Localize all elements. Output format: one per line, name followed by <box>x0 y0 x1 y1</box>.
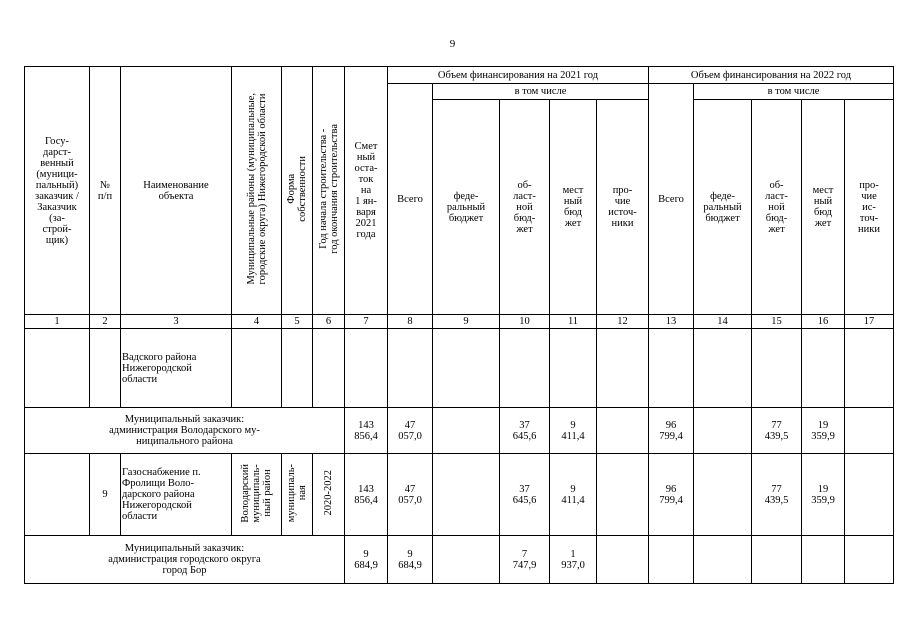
total-2021-bor: 9 684,9 <box>388 536 433 584</box>
object-name: Газоснабжение п. Фролищи Воло- дарского района Нижегородской области <box>121 454 232 536</box>
header-name: Наименование объекта <box>121 67 232 315</box>
customer-bor: Муниципальный заказчик: администрация городского округа город Бор <box>25 536 345 584</box>
object-local-2021: 9 411,4 <box>550 454 597 536</box>
regional-2022-volodarsky: 77 439,5 <box>752 408 802 454</box>
col-number: 17 <box>845 315 894 329</box>
object-regional-2022: 77 439,5 <box>752 454 802 536</box>
header-fin-2021: Объем финансирования на 2021 год <box>388 67 649 84</box>
col-number: 7 <box>345 315 388 329</box>
object-number: 9 <box>90 454 121 536</box>
header-fin-2022: Объем финансирования на 2022 год <box>649 67 894 84</box>
header-regional-2021: об- ласт- ной бюд- жет <box>500 100 550 315</box>
continued-object-name: Вадского района Нижегородской области <box>121 329 232 408</box>
col-number: 10 <box>500 315 550 329</box>
object-ownership: муниципаль- ная <box>282 454 313 536</box>
col-number: 6 <box>313 315 345 329</box>
header-years: Год начала строительства - год окончания строительства <box>313 67 345 315</box>
header-other-2022: про- чие ис- точ- ники <box>845 100 894 315</box>
col-number: 3 <box>121 315 232 329</box>
total-2022-volodarsky: 96 799,4 <box>649 408 694 454</box>
header-num: № п/п <box>90 67 121 315</box>
total-2021-volodarsky: 47 057,0 <box>388 408 433 454</box>
object-estimate: 143 856,4 <box>345 454 388 536</box>
object-years: 2020-2022 <box>313 454 345 536</box>
object-district: Володарский муниципаль- ный район <box>232 454 282 536</box>
col-number: 4 <box>232 315 282 329</box>
header-customer: Госу- дарст- венный (муници- пальный) заказчик / Заказчик (за- строй- щик) <box>25 67 90 315</box>
object-total-2022: 96 799,4 <box>649 454 694 536</box>
col-number: 2 <box>90 315 121 329</box>
header-ownership: Форма собственности <box>282 67 313 315</box>
object-regional-2021: 37 645,6 <box>500 454 550 536</box>
page-number: 9 <box>449 38 456 50</box>
header-local-2021: мест ный бюд жет <box>550 100 597 315</box>
header-other-2021: про- чие источ- ники <box>597 100 649 315</box>
col-number: 8 <box>388 315 433 329</box>
local-2021-bor: 1 937,0 <box>550 536 597 584</box>
local-2022-volodarsky: 19 359,9 <box>802 408 845 454</box>
header-federal-2021: феде- ральный бюджет <box>433 100 500 315</box>
col-number: 5 <box>282 315 313 329</box>
local-2021-volodarsky: 9 411,4 <box>550 408 597 454</box>
object-local-2022: 19 359,9 <box>802 454 845 536</box>
col-number: 9 <box>433 315 500 329</box>
header-federal-2022: феде- ральный бюджет <box>694 100 752 315</box>
financing-table <box>24 66 894 584</box>
col-number: 13 <box>649 315 694 329</box>
regional-2021-bor: 7 747,9 <box>500 536 550 584</box>
header-local-2022: мест ный бюд жет <box>802 100 845 315</box>
col-number: 16 <box>802 315 845 329</box>
header-total-2021: Всего <box>388 84 433 315</box>
col-number: 15 <box>752 315 802 329</box>
object-total-2021: 47 057,0 <box>388 454 433 536</box>
customer-volodarsky: Муниципальный заказчик: администрация Володарского му- ниципального района <box>25 408 345 454</box>
col-number: 12 <box>597 315 649 329</box>
header-including-2022: в том числе <box>694 84 894 100</box>
header-including-2021: в том числе <box>433 84 649 100</box>
col-number: 14 <box>694 315 752 329</box>
header-regional-2022: об- ласт- ной бюд- жет <box>752 100 802 315</box>
header-estimate: Смет ный оста- ток на 1 ян- варя 2021 года <box>345 67 388 315</box>
col-number: 11 <box>550 315 597 329</box>
col-number: 1 <box>25 315 90 329</box>
header-total-2022: Всего <box>649 84 694 315</box>
header-municipal-districts: Муниципальные районы (муниципальные, городские округа) Нижегородской области <box>232 67 282 315</box>
estimate-volodarsky: 143 856,4 <box>345 408 388 454</box>
regional-2021-volodarsky: 37 645,6 <box>500 408 550 454</box>
estimate-bor: 9 684,9 <box>345 536 388 584</box>
